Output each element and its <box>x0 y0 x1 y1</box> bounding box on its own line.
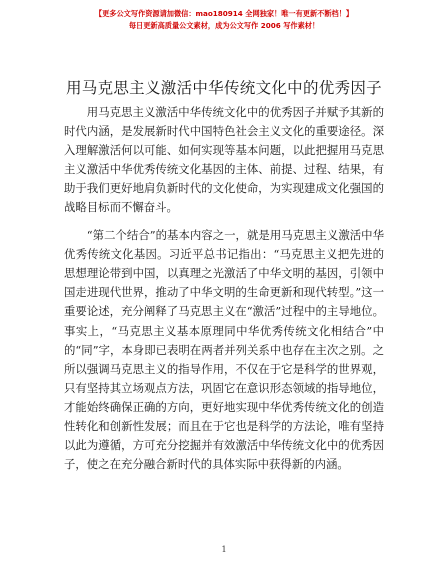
document-body <box>64 103 384 474</box>
promo-banner-line-1: 【更多公文写作资源请加微信：mao180914 全网独家！唯一有更新不断档！】 <box>94 9 354 18</box>
paragraph: “第二个结合”的基本内容之一，就是用马克思主义激活中华优秀传统文化基因。习近平总书记指出：“马克思主义把先进的思想理论带到中国，以真理之光激活了中华文明的基因，引领中国走进现代世界，推动了中华文明的生命更新和现代转型。”这一重要论述，充分阐释了马克思主义在“激活”过程中的主导地位。事实上，“马克思主义基本原理同中华优秀传统文化相结合”中的“同”字，本身即已表明在两者并列关系中也存在主次之别。之所以强调马克思主义的指导作用，不仅在于它是科学的世界观，只有坚持其立场观点方法，巩固它在意识形态领域的指导地位，才能始终确保正确的方向，更好地实现中华优秀传统文化的创造性转化和创新性发展；而且在于它也是科学的方法论，唯有坚持以此为遵循，方可充分挖掘并有效激活中华传统文化中的优秀因子，使之在充分融合新时代的具体实际中获得新的内涵。 <box>64 228 384 472</box>
paragraph: 用马克思主义激活中华传统文化中的优秀因子并赋予其新的时代内涵，是发展新时代中国特色社会主义文化的重要途径。深入理解激活何以可能、如何实现等基本问题，以此把握用马克思主义激活中华优秀传统文化基因的主体、前提、过程、结果，有助于我们更好地肩负新时代的文化使命，为实现建成文化强国的战略目标而不懈奋斗。 <box>64 105 384 215</box>
document-title: 用马克思主义激活中华传统文化中的优秀因子 <box>65 79 382 97</box>
promo-banner-line-2: 每日更新高质量公文素材，成为公文写作 2006 写作素材！ <box>128 21 320 30</box>
page-number: 1 <box>221 545 227 554</box>
